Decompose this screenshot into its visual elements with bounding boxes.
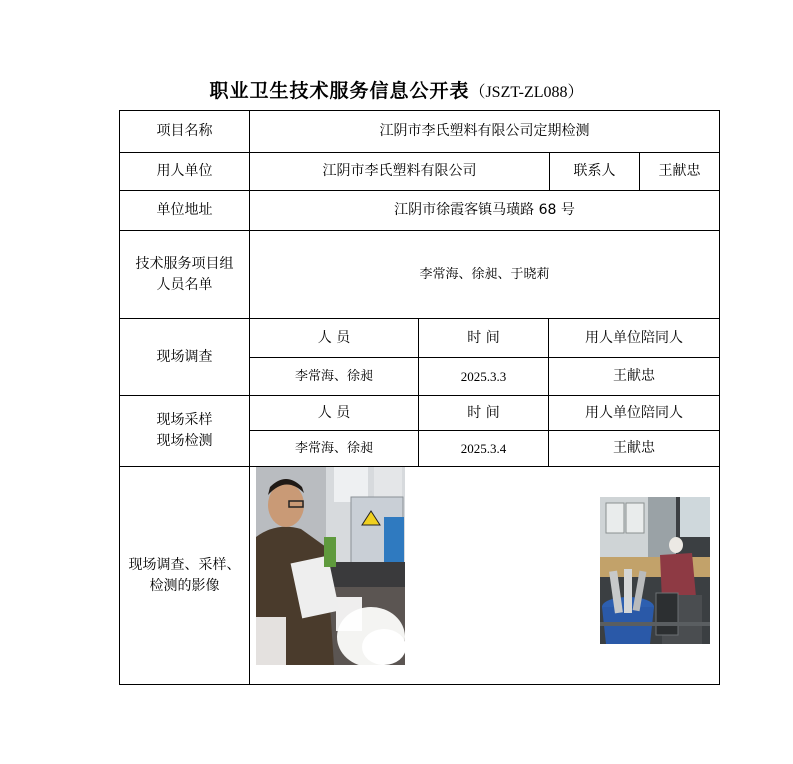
sampling-escort: 王献忠 <box>613 440 655 456</box>
images-label-line2: 检测的影像 <box>149 577 220 594</box>
table-border-bottom <box>119 684 720 685</box>
document-title <box>0 76 793 103</box>
sampling-label-line1: 现场采样 <box>156 412 213 428</box>
contact-label: 联系人 <box>573 163 616 179</box>
survey-time: 2025.3.3 <box>460 369 507 384</box>
sampling-col-time: 时 间 <box>467 404 500 421</box>
sampling-col-people: 人 员 <box>317 404 351 421</box>
contact-value: 王献忠 <box>658 163 701 179</box>
survey-col-escort: 用人单位陪同人 <box>585 329 683 346</box>
images-label <box>120 467 249 684</box>
survey-col-time: 时 间 <box>467 329 500 346</box>
employer-label: 用人单位 <box>156 163 213 179</box>
project-name-value: 江阴市李氏塑料有限公司定期检测 <box>379 123 590 139</box>
team-label-line1: 技术服务项目组 <box>135 255 234 272</box>
employer-value: 江阴市李氏塑料有限公司 <box>322 163 477 179</box>
team-value: 李常海、徐昶、于晓莉 <box>419 267 550 282</box>
survey-label: 现场调查 <box>156 348 213 365</box>
survey-escort: 王献忠 <box>613 368 655 384</box>
images-label-line1: 现场调查、采样、 <box>128 556 241 573</box>
sampling-label <box>120 396 249 466</box>
sampling-time: 2025.3.4 <box>460 441 507 456</box>
site-survey-photo <box>256 467 405 665</box>
team-label <box>120 231 249 318</box>
address-value: 江阴市徐霞客镇马璜路 68 号 <box>394 202 575 218</box>
team-label-line2: 人员名单 <box>156 276 213 293</box>
sampling-col-escort: 用人单位陪同人 <box>585 404 683 421</box>
survey-col-people: 人 员 <box>317 329 351 346</box>
document-code: （JSZT-ZL088） <box>469 84 584 101</box>
title-text: 职业卫生技术服务信息公开表 <box>209 80 470 102</box>
table-border-right <box>719 110 720 685</box>
site-sampling-photo <box>600 497 710 644</box>
sampling-people: 李常海、徐昶 <box>294 441 373 456</box>
survey-people: 李常海、徐昶 <box>294 369 373 384</box>
sampling-label-line2: 现场检测 <box>156 433 213 449</box>
project-name-label: 项目名称 <box>156 123 213 139</box>
address-label: 单位地址 <box>156 202 213 218</box>
